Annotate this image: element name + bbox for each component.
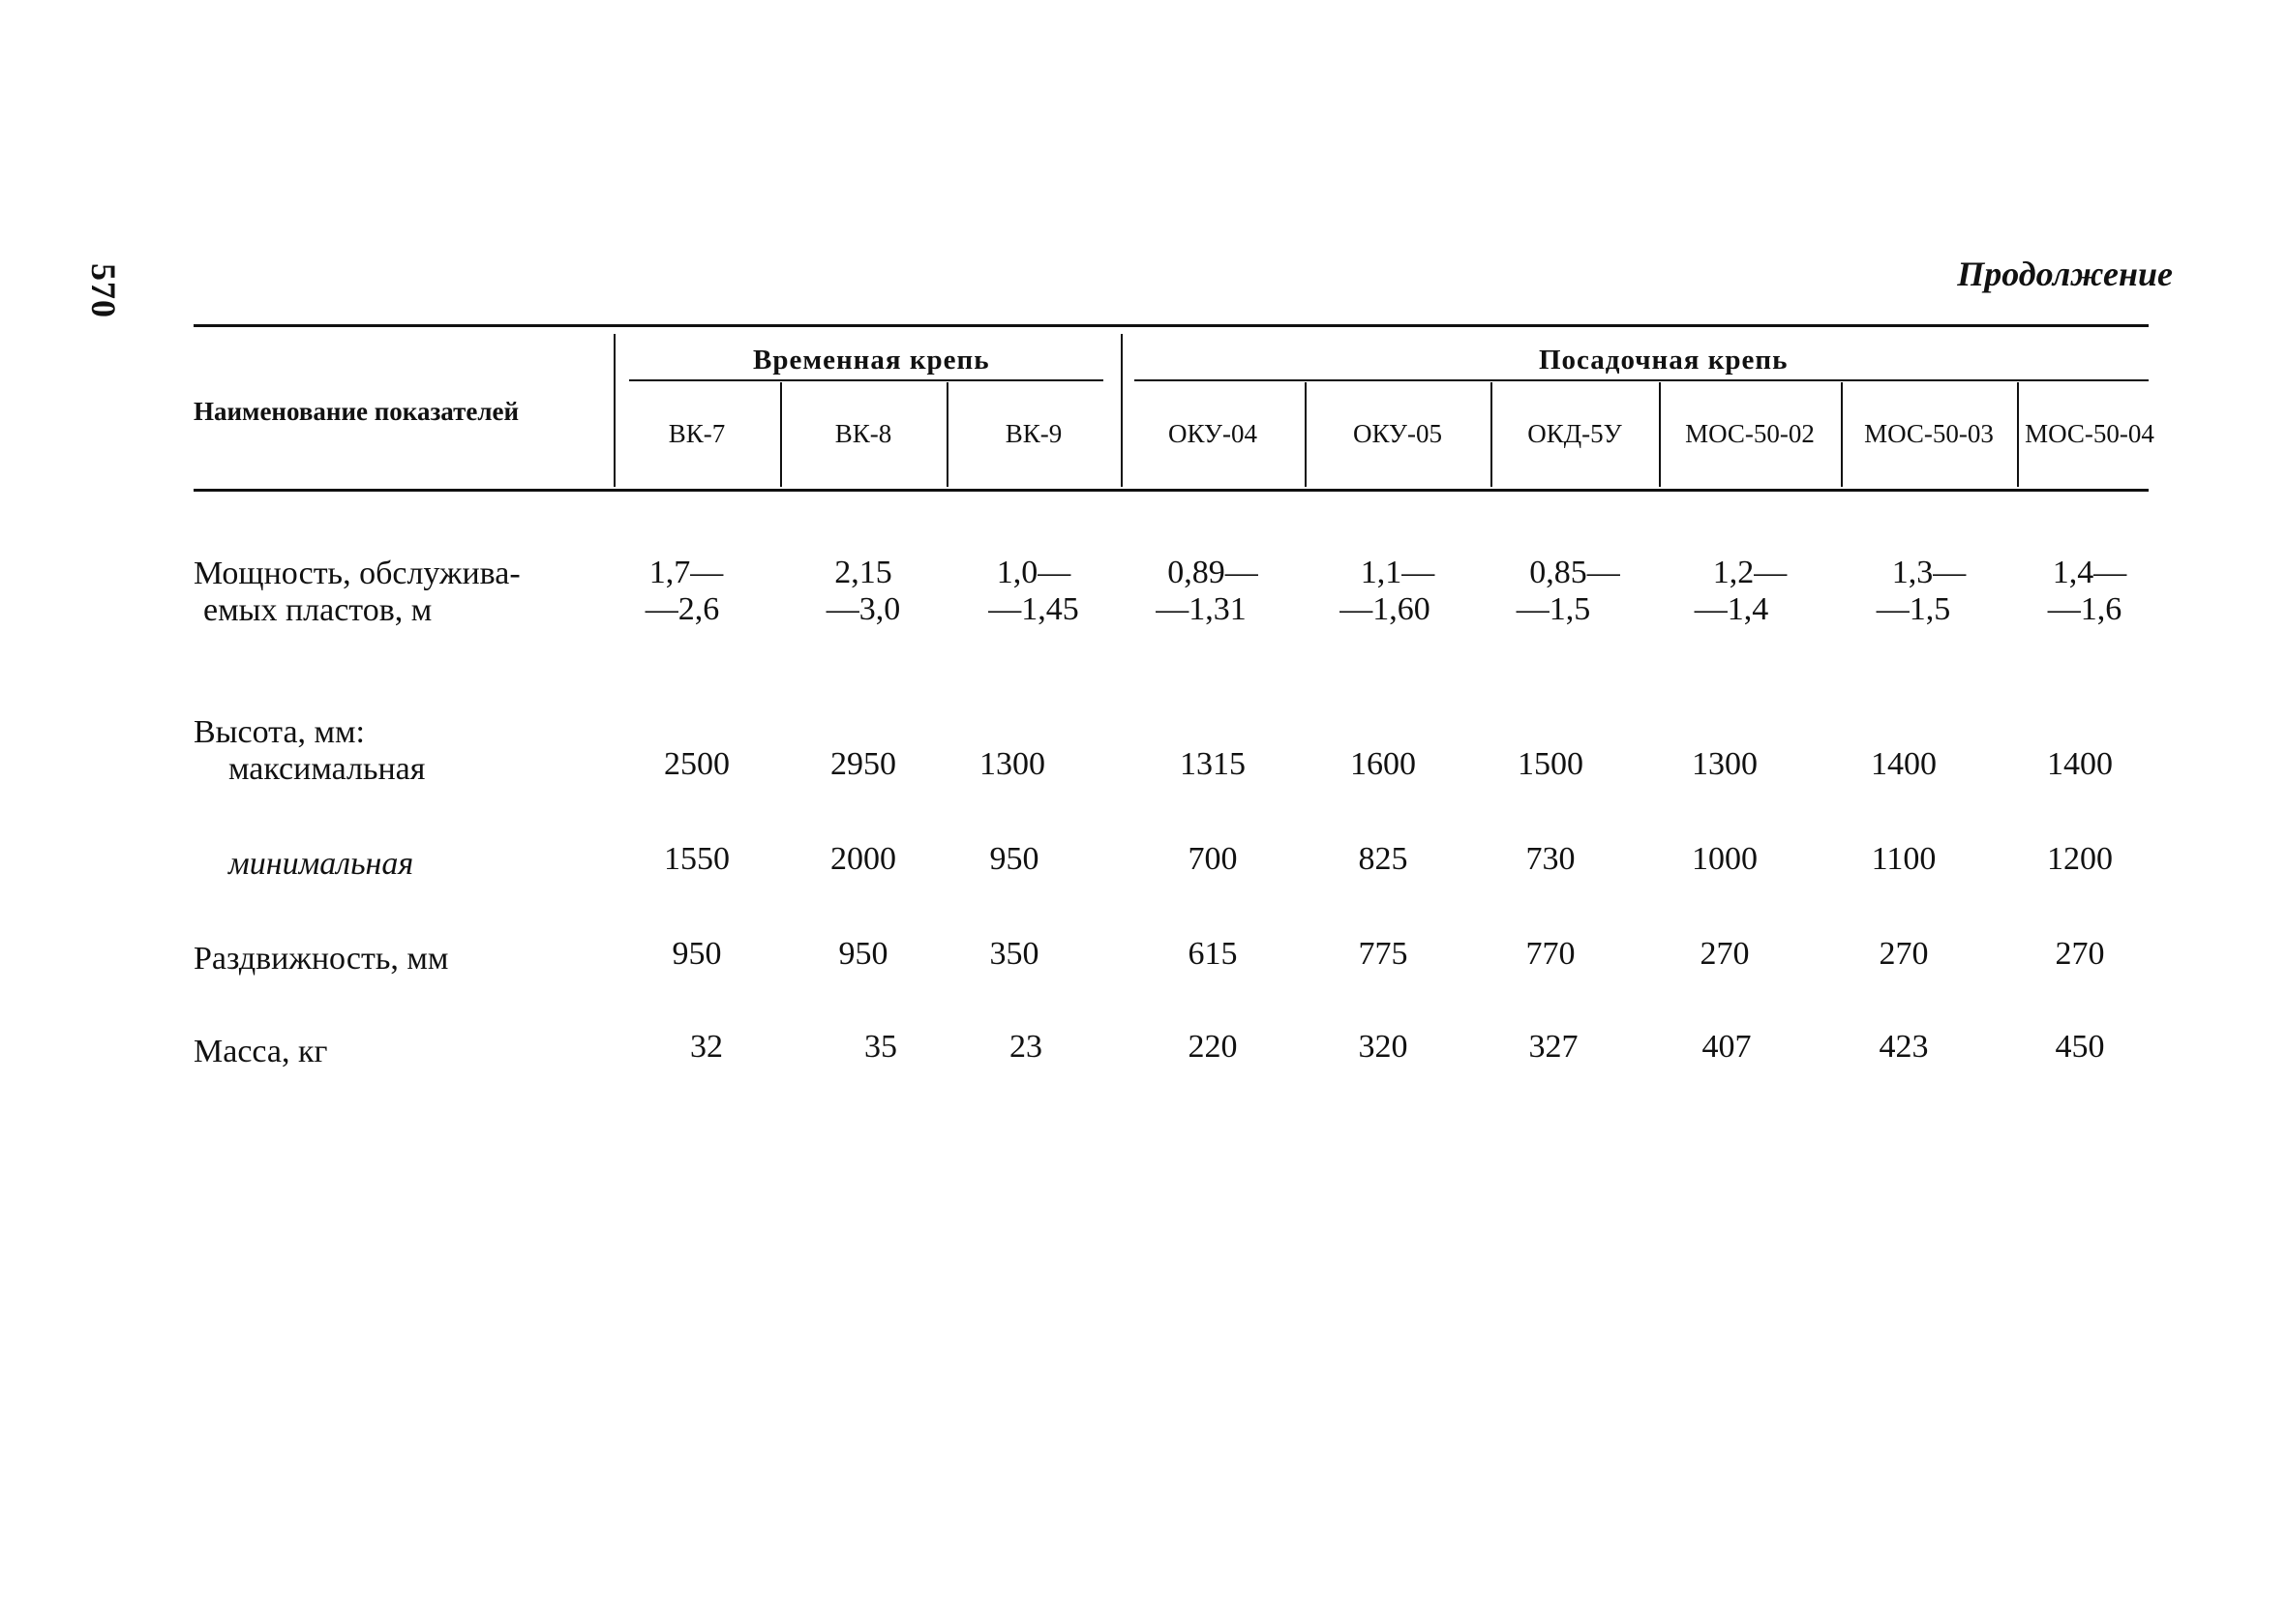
column-header: ОКД-5У bbox=[1527, 419, 1622, 448]
table-cell: 0,85— bbox=[1529, 555, 1620, 590]
continuation-label: Продолжение bbox=[1957, 255, 2173, 293]
row-label: Масса, кг bbox=[194, 1034, 328, 1069]
table-cell: 770 bbox=[1525, 936, 1576, 972]
table-cell: 615 bbox=[1188, 936, 1238, 972]
table-cell: 1300 bbox=[1692, 746, 1758, 782]
table-cell: 2000 bbox=[830, 841, 896, 877]
table-cell: 1300 bbox=[979, 746, 1045, 782]
table-cell: 1,1— bbox=[1360, 555, 1435, 590]
separator-label bbox=[614, 334, 616, 487]
group-underline-landing bbox=[1134, 379, 2149, 381]
table-cell: —1,31 bbox=[1156, 591, 1247, 627]
column-header: ВК-9 bbox=[1005, 419, 1063, 448]
table-cell: 320 bbox=[1358, 1029, 1408, 1065]
table-top-rule bbox=[194, 324, 2149, 327]
table-cell: 350 bbox=[989, 936, 1039, 972]
column-header: ОКУ-05 bbox=[1352, 419, 1443, 448]
table-cell: 700 bbox=[1188, 841, 1238, 877]
table-cell: 2,15 bbox=[834, 555, 892, 590]
row-label: Раздвижность, мм bbox=[194, 941, 449, 977]
table-cell: 270 bbox=[1700, 936, 1750, 972]
table-cell: 327 bbox=[1528, 1029, 1579, 1065]
table-cell: —3,0 bbox=[826, 591, 901, 627]
table-cell: 775 bbox=[1358, 936, 1408, 972]
table-cell: 1200 bbox=[2047, 841, 2113, 877]
table-cell: 23 bbox=[1009, 1029, 1042, 1065]
row-header-label: Наименование показателей bbox=[194, 397, 520, 426]
table-cell: 950 bbox=[989, 841, 1039, 877]
row-label: Высота, мм: bbox=[194, 714, 366, 750]
table-cell: —1,6 bbox=[2047, 591, 2122, 627]
table-cell: 1000 bbox=[1692, 841, 1758, 877]
table-cell: 1,7— bbox=[648, 555, 724, 590]
table-cell: 1500 bbox=[1518, 746, 1583, 782]
table-cell: 220 bbox=[1188, 1029, 1238, 1065]
table-header-rule bbox=[194, 489, 2149, 492]
table-cell: 450 bbox=[2055, 1029, 2105, 1065]
row-label: максимальная bbox=[228, 751, 426, 787]
row-label: емых пластов, м bbox=[203, 592, 433, 628]
table-cell: 950 bbox=[672, 936, 722, 972]
separator-group bbox=[1121, 334, 1123, 487]
table-cell: —1,5 bbox=[1516, 591, 1591, 627]
table-cell: 2950 bbox=[830, 746, 896, 782]
page-number: 570 bbox=[84, 263, 123, 318]
group-title-temporary: Временная крепь bbox=[753, 345, 990, 376]
group-underline-temporary bbox=[629, 379, 1103, 381]
table-cell: 1315 bbox=[1180, 746, 1246, 782]
table-cell: 407 bbox=[1701, 1029, 1752, 1065]
table-cell: 1,4— bbox=[2052, 555, 2127, 590]
table-cell: 2500 bbox=[664, 746, 730, 782]
table-cell: 1550 bbox=[664, 841, 730, 877]
table-cell: 270 bbox=[1879, 936, 1929, 972]
table-cell: 35 bbox=[864, 1029, 897, 1065]
table-cell: 0,89— bbox=[1167, 555, 1258, 590]
table-cell: 1400 bbox=[1871, 746, 1937, 782]
table-cell: 270 bbox=[2055, 936, 2105, 972]
column-header: ВК-8 bbox=[834, 419, 892, 448]
table-cell: —2,6 bbox=[645, 591, 720, 627]
column-header: МОС-50-03 bbox=[1864, 419, 1994, 448]
column-header: МОС-50-02 bbox=[1685, 419, 1815, 448]
table-cell: 730 bbox=[1525, 841, 1576, 877]
table-cell: 32 bbox=[690, 1029, 723, 1065]
table-cell: 825 bbox=[1358, 841, 1408, 877]
table-cell: 423 bbox=[1879, 1029, 1929, 1065]
table-cell: 950 bbox=[838, 936, 888, 972]
table-cell: 1600 bbox=[1350, 746, 1416, 782]
table-cell: —1,60 bbox=[1339, 591, 1430, 627]
row-label: Мощность, обслужива- bbox=[194, 556, 521, 591]
column-header: ОКУ-04 bbox=[1167, 419, 1258, 448]
table-cell: —1,45 bbox=[988, 591, 1079, 627]
table-cell: 1,0— bbox=[996, 555, 1071, 590]
row-label: минимальная bbox=[228, 846, 414, 882]
table-cell: 1100 bbox=[1871, 841, 1937, 877]
group-title-landing: Посадочная крепь bbox=[1539, 345, 1789, 376]
table-cell: 1,3— bbox=[1891, 555, 1967, 590]
column-header: ВК-7 bbox=[668, 419, 726, 448]
table-cell: 1400 bbox=[2047, 746, 2113, 782]
table-cell: —1,4 bbox=[1694, 591, 1769, 627]
table-cell: —1,5 bbox=[1876, 591, 1951, 627]
column-header: МОС-50-04 bbox=[2025, 419, 2154, 448]
table-cell: 1,2— bbox=[1712, 555, 1788, 590]
